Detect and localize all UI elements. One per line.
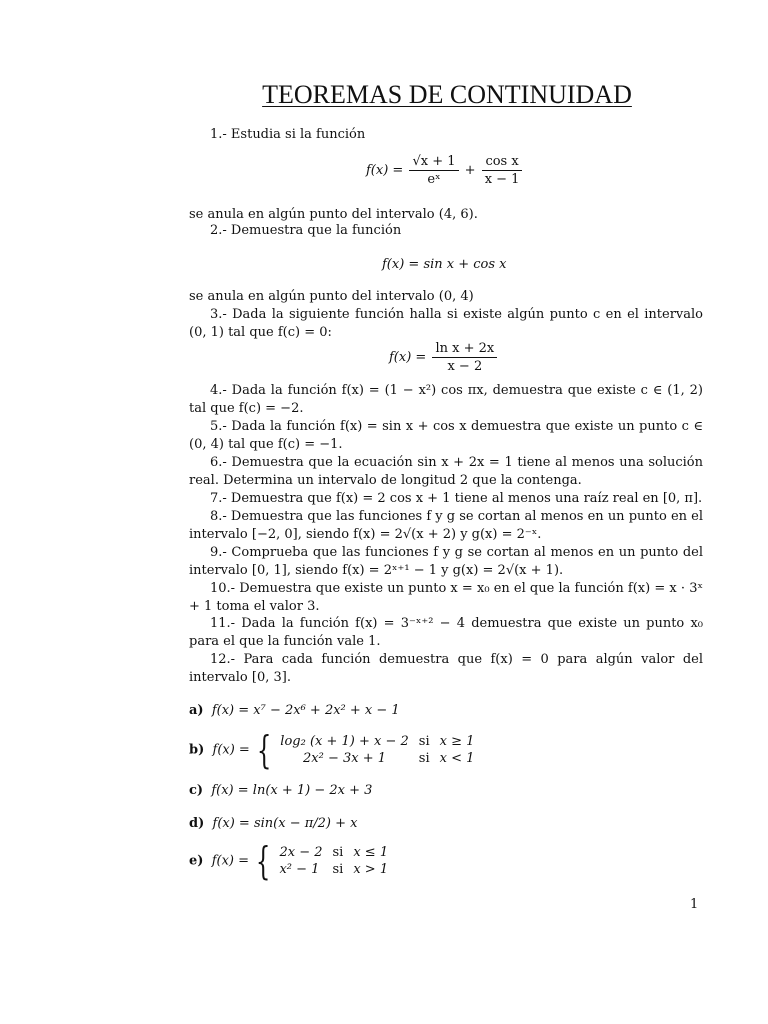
- case-row: [278, 733, 482, 750]
- problem-6: 6.- Demuestra que la ecuación sin x + 2x = 1 tiene al menos una solución real. Determina un intervalo de longitud 2 que la contenga.: [189, 455, 703, 488]
- problem-2-tail: se anula en algún punto del intervalo (0, 4): [189, 289, 474, 304]
- item-label: d): [189, 816, 205, 831]
- fraction-denominator: x − 2: [447, 359, 483, 374]
- case-row: [277, 844, 396, 861]
- problem-12: 12.- Para cada función demuestra que f(x) = 0 para algún valor del intervalo [0, 3].: [189, 652, 703, 685]
- case-expression: log₂ (x + 1) + x − 2: [280, 734, 409, 749]
- problem-1-intro: 1.- Estudia si la función: [210, 127, 366, 142]
- left-brace: {: [256, 728, 272, 772]
- page-number: 1: [690, 897, 699, 912]
- case-condition: x ≤ 1: [353, 845, 389, 860]
- case-si: si: [418, 751, 430, 766]
- problem-3-text: 3.- Dada la siguiente función halla si existe algún punto c en el intervalo (0, 1) tal que f(c) = 0:: [189, 307, 703, 340]
- case-si: si: [418, 734, 430, 749]
- problem-2-equation: f(x) = sin x + cos x: [382, 257, 507, 272]
- equation-lhs: f(x) =: [211, 853, 249, 869]
- fraction: [432, 340, 497, 375]
- item-label: a): [189, 703, 204, 718]
- item-equation: f(x) = sin(x − π/2) + x: [212, 816, 358, 831]
- problem-1-tail: se anula en algún punto del intervalo (4, 6).: [189, 207, 478, 222]
- item-d: [189, 815, 357, 833]
- item-a: [189, 702, 400, 720]
- item-c: [189, 782, 372, 800]
- fraction-denominator: eˣ: [427, 172, 441, 187]
- problem-8: 8.- Demuestra que las funciones f y g se cortan al menos en un punto en el intervalo [−2, 0], siendo f(x) = 2√(x + 2) y g(x) = 2⁻ˣ.: [189, 509, 703, 542]
- case-condition: x ≥ 1: [439, 734, 475, 749]
- item-e: [189, 839, 396, 883]
- fraction: [482, 153, 523, 188]
- case-condition: x > 1: [353, 862, 389, 877]
- case-condition: x < 1: [439, 751, 475, 766]
- problem-1-equation: [366, 153, 524, 188]
- problem-11: 11.- Dada la función f(x) = 3⁻ˣ⁺² − 4 demuestra que existe un punto x₀ para el que la función vale 1.: [189, 616, 703, 649]
- fraction-denominator: x − 1: [484, 172, 520, 187]
- piecewise-cases: [278, 733, 482, 767]
- problem-7: 7.- Demuestra que f(x) = 2 cos x + 1 tiene al menos una raíz real en [0, π].: [210, 491, 703, 506]
- item-equation: f(x) = x⁷ − 2x⁶ + 2x² + x − 1: [211, 703, 400, 718]
- page-title: TEOREMAS DE CONTINUIDAD: [262, 80, 632, 109]
- item-label: b): [189, 742, 205, 758]
- case-si: si: [332, 862, 344, 877]
- case-expression: 2x − 2: [279, 845, 323, 860]
- problem-3-equation: [389, 340, 499, 375]
- item-label: c): [189, 783, 204, 798]
- item-equation: f(x) = ln(x + 1) − 2x + 3: [211, 783, 373, 798]
- equation-lhs: f(x) =: [212, 742, 250, 758]
- problem-5: 5.- Dada la función f(x) = sin x + cos x demuestra que existe un punto c ∈ (0, 4) tal que f(c) = −1.: [189, 419, 703, 452]
- case-expression: x² − 1: [279, 862, 320, 877]
- fraction-numerator: ln x + 2x: [432, 340, 497, 358]
- equation-lhs: f(x) =: [366, 163, 404, 178]
- left-brace: {: [255, 839, 271, 883]
- problem-4: 4.- Dada la función f(x) = (1 − x²) cos πx, demuestra que existe c ∈ (1, 2) tal que f(c) = −2.: [189, 383, 703, 416]
- equation-lhs: f(x) =: [389, 350, 427, 365]
- problem-10: 10.- Demuestra que existe un punto x = x₀ en el que la función f(x) = x · 3ˣ + 1 toma el valor 3.: [189, 581, 703, 614]
- fraction-numerator: cos x: [482, 153, 523, 171]
- fraction: [409, 153, 458, 188]
- problem-9: 9.- Comprueba que las funciones f y g se cortan al menos en un punto del intervalo [0, 1], siendo f(x) = 2ˣ⁺¹ − 1 y g(x) = 2√(x + 1).: [189, 545, 703, 578]
- case-row: [277, 861, 396, 878]
- item-label: e): [189, 853, 204, 869]
- case-si: si: [332, 845, 344, 860]
- case-expression: 2x² − 3x + 1: [303, 751, 387, 766]
- fraction-numerator: √x + 1: [409, 153, 458, 171]
- piecewise-cases: [277, 844, 396, 878]
- problem-2-intro: 2.- Demuestra que la función: [210, 223, 402, 238]
- item-b: [189, 728, 482, 772]
- plus-sign: +: [464, 163, 476, 178]
- case-row: [278, 750, 482, 767]
